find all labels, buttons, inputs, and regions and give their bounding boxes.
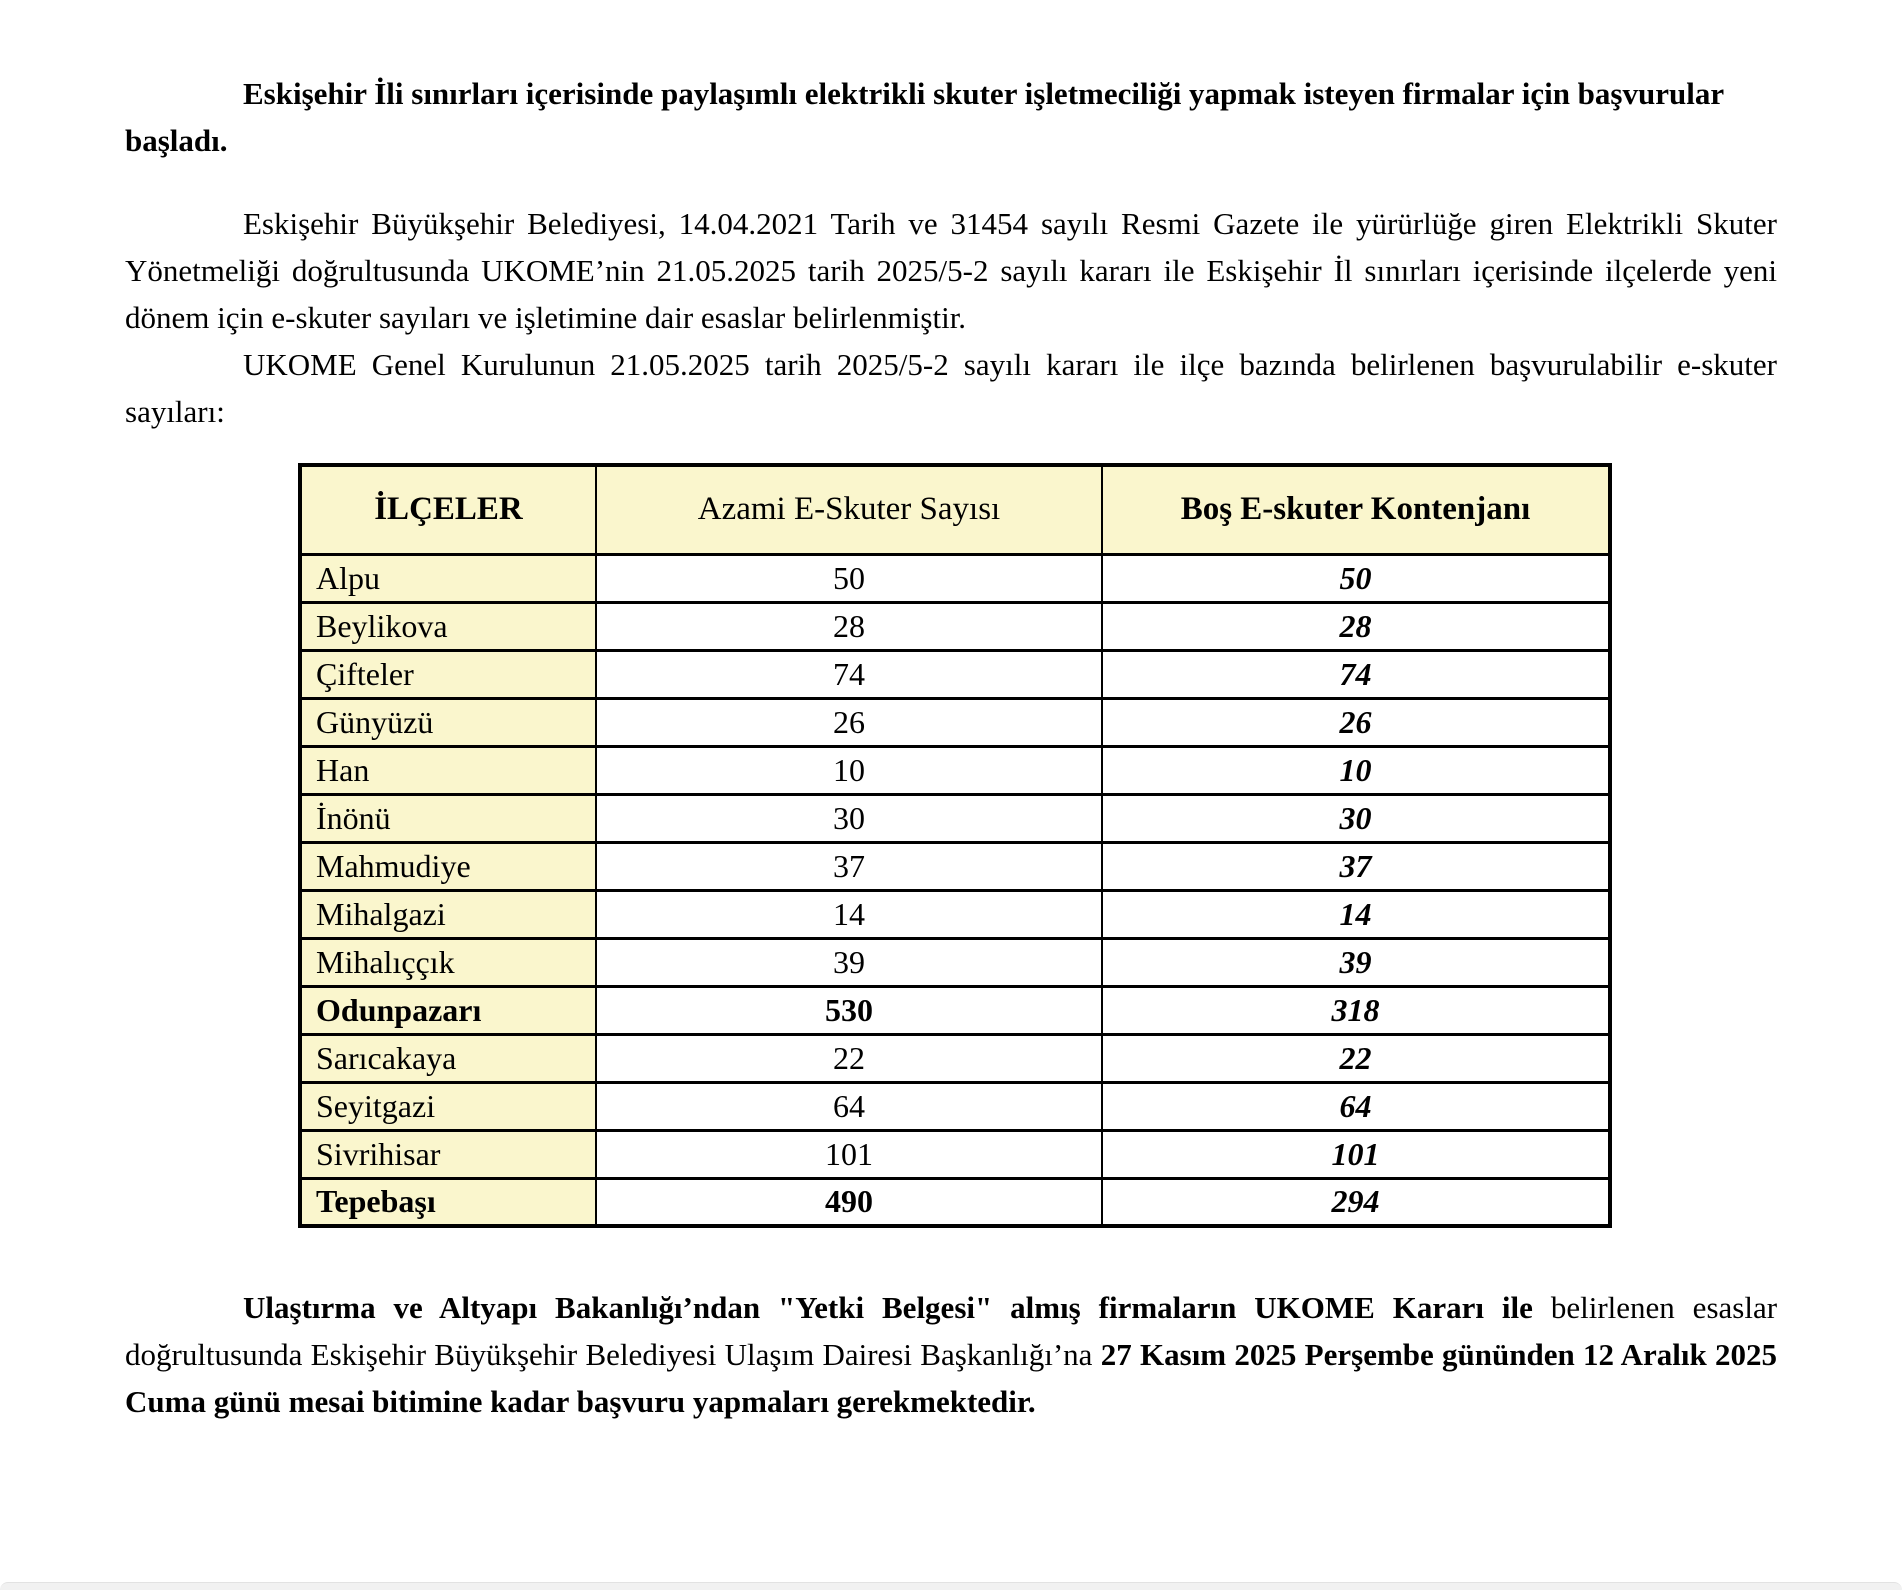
district-cell: Tepebaşı (300, 1178, 596, 1226)
district-cell: Mihalgazi (300, 890, 596, 938)
ukome-decision-paragraph: UKOME Genel Kurulunun 21.05.2025 tarih 2025/5-2 sayılı kararı ile ilçe bazında belirlenen başvurulabilir e-skuter sayıları: (125, 347, 1777, 429)
max-cell: 530 (596, 986, 1102, 1034)
table-row (300, 938, 1610, 986)
district-cell: Mahmudiye (300, 842, 596, 890)
closing-bold-end: 27 Kasım 2025 Perşembe gününden 12 Aralık 2025 Cuma günü mesai bitimine kadar başvuru yapmaları gerekmektedir. (125, 1337, 1777, 1419)
district-cell: Çifteler (300, 650, 596, 698)
district-cell: İnönü (300, 794, 596, 842)
regulation-paragraph: Eskişehir Büyükşehir Belediyesi, 14.04.2021 Tarih ve 31454 sayılı Resmi Gazete ile yürürlüğe giren Elektrikli Skuter Yönetmeliği doğrultusunda UKOME’nin 21.05.2025 tarih 2025/5-2 sayılı kararı ile Eskişehir İl sınırları içerisinde ilçelerde yeni dönem için e-skuter sayıları ve işletimine dair esaslar belirlenmiştir. (125, 206, 1777, 335)
district-cell: Alpu (300, 554, 596, 602)
max-cell: 30 (596, 794, 1102, 842)
header-free-quota: Boş E-skuter Kontenjanı (1102, 465, 1610, 554)
table-row (300, 1034, 1610, 1082)
table-row (300, 554, 1610, 602)
closing-bold-start: Ulaştırma ve Altyapı Bakanlığı’ndan "Yetki Belgesi" almış firmaların UKOME Kararı ile (243, 1290, 1533, 1325)
max-cell: 28 (596, 602, 1102, 650)
free-quota-cell: 28 (1102, 602, 1610, 650)
district-cell: Odunpazarı (300, 986, 596, 1034)
free-quota-cell: 74 (1102, 650, 1610, 698)
free-quota-cell: 294 (1102, 1178, 1610, 1226)
table-row (300, 794, 1610, 842)
closing-regular: belirlenen esaslar doğrultusunda Eskişehir Büyükşehir Belediyesi Ulaşım Dairesi Başkanlığı’na (125, 1290, 1778, 1372)
table-header-row (300, 465, 1610, 554)
table-row (300, 698, 1610, 746)
max-cell: 14 (596, 890, 1102, 938)
table-row (300, 746, 1610, 794)
table-row (300, 602, 1610, 650)
table-row (300, 1178, 1610, 1226)
free-quota-cell: 64 (1102, 1082, 1610, 1130)
max-cell: 26 (596, 698, 1102, 746)
header-districts: İLÇELER (300, 465, 596, 554)
table-row (300, 890, 1610, 938)
district-cell: Günyüzü (300, 698, 596, 746)
free-quota-cell: 10 (1102, 746, 1610, 794)
scooter-quota-table-wrap (298, 463, 1777, 1228)
intro-paragraph: Eskişehir İli sınırları içerisinde paylaşımlı elektrikli skuter işletmeciliği yapmak isteyen firmalar için başvurular başladı. (125, 76, 1724, 158)
district-cell: Beylikova (300, 602, 596, 650)
max-cell: 64 (596, 1082, 1102, 1130)
max-cell: 50 (596, 554, 1102, 602)
district-cell: Seyitgazi (300, 1082, 596, 1130)
max-cell: 22 (596, 1034, 1102, 1082)
max-cell: 74 (596, 650, 1102, 698)
free-quota-cell: 22 (1102, 1034, 1610, 1082)
max-cell: 101 (596, 1130, 1102, 1178)
max-cell: 39 (596, 938, 1102, 986)
horizontal-scrollbar[interactable] (0, 1582, 1902, 1590)
free-quota-cell: 101 (1102, 1130, 1610, 1178)
table-row (300, 986, 1610, 1034)
district-cell: Mihalıççık (300, 938, 596, 986)
district-cell: Sivrihisar (300, 1130, 596, 1178)
table-row (300, 1082, 1610, 1130)
free-quota-cell: 14 (1102, 890, 1610, 938)
table-row (300, 650, 1610, 698)
max-cell: 490 (596, 1178, 1102, 1226)
closing-paragraph (125, 1284, 1777, 1425)
free-quota-cell: 318 (1102, 986, 1610, 1034)
district-cell: Han (300, 746, 596, 794)
free-quota-cell: 39 (1102, 938, 1610, 986)
free-quota-cell: 26 (1102, 698, 1610, 746)
header-max-scooters: Azami E-Skuter Sayısı (596, 465, 1102, 554)
table-row (300, 1130, 1610, 1178)
free-quota-cell: 50 (1102, 554, 1610, 602)
scooter-quota-table (298, 463, 1612, 1228)
max-cell: 37 (596, 842, 1102, 890)
free-quota-cell: 37 (1102, 842, 1610, 890)
free-quota-cell: 30 (1102, 794, 1610, 842)
table-row (300, 842, 1610, 890)
district-cell: Sarıcakaya (300, 1034, 596, 1082)
max-cell: 10 (596, 746, 1102, 794)
